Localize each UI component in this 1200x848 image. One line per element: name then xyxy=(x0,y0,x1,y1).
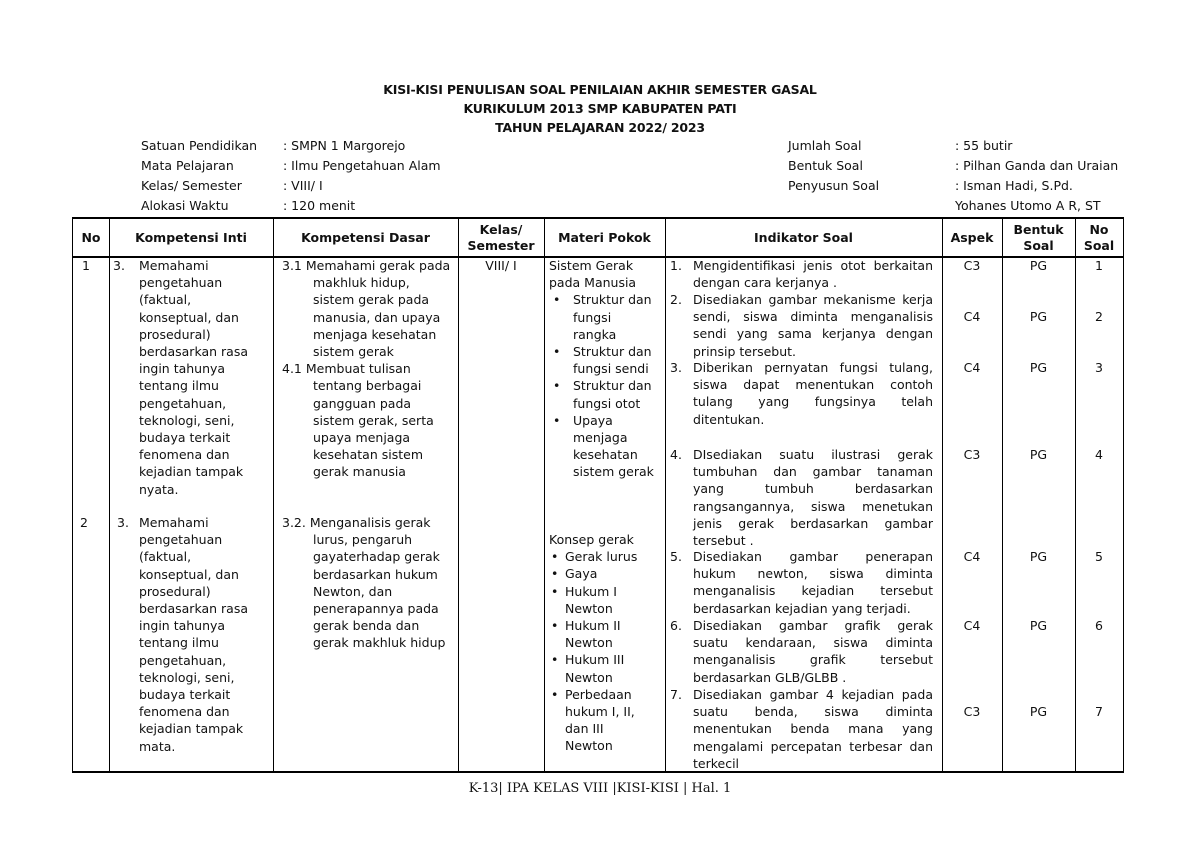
kd-text-line: gangguan pada xyxy=(313,395,412,411)
ki-text-line: pengetahuan, xyxy=(139,652,227,668)
indikator-number: 1. xyxy=(670,258,682,273)
indikator-text-line: sendi, siswa diminta menganalisis xyxy=(693,309,933,325)
indikator-number: 7. xyxy=(670,687,682,702)
indikator-text-line: ditentukan. xyxy=(693,411,765,427)
ki-text-line: konseptual, dan xyxy=(139,309,239,325)
info-right-label: Penyusun Soal xyxy=(788,178,880,193)
kd-text-line: gayaterhadap gerak xyxy=(313,549,440,565)
ki-number: 3. xyxy=(113,258,125,273)
indikator-text-line: tersebut . xyxy=(693,533,754,548)
materi-bullet-line: hukum I, II, xyxy=(565,704,635,719)
header-no-soal-2: Soal xyxy=(1083,238,1115,253)
aspek-value: C3 xyxy=(963,258,981,273)
kd-text-line: penerapannya pada xyxy=(313,601,439,616)
bullet-icon: • xyxy=(553,344,561,359)
ki-text-line: berdasarkan rasa xyxy=(139,344,248,359)
info-left-label: Kelas/ Semester xyxy=(141,178,242,193)
materi-bullet-line: fungsi xyxy=(573,309,612,325)
indikator-text-line: menganalisis kejadian tersebut xyxy=(693,583,933,599)
indikator-text-line: Disediakan gambar penerapan xyxy=(693,549,933,564)
materi-bullet-line: Newton xyxy=(565,635,613,651)
no-soal-value: 3 xyxy=(1095,360,1103,375)
bentuk-value: PG xyxy=(1029,309,1048,324)
ki-text-line: budaya terkait xyxy=(139,687,231,702)
indikator-number: 6. xyxy=(670,618,682,633)
kd-text-line: 4.1 Membuat tulisan xyxy=(282,361,411,377)
header-aspek: Aspek xyxy=(950,230,994,245)
materi-bullet-line: Gerak lurus xyxy=(565,549,638,565)
bentuk-value: PG xyxy=(1029,447,1048,462)
ki-text-line: pengetahuan xyxy=(139,532,223,548)
ki-text-line: teknologi, seni, xyxy=(139,669,235,685)
header-semester: Semester xyxy=(467,238,535,253)
materi-bullet-line: Gaya xyxy=(565,566,598,582)
kd-text-line: gerak benda dan xyxy=(313,618,420,634)
kd-text-line: lurus, pengaruh xyxy=(313,532,413,548)
bullet-icon: • xyxy=(551,618,559,633)
materi-bullet-line: menjaga xyxy=(573,430,628,445)
document-title: KISI-KISI PENULISAN SOAL PENILAIAN AKHIR SEMESTER GASAL xyxy=(383,82,817,97)
indikator-text-line: Disediakan gambar grafik gerak xyxy=(693,618,933,633)
ki-text-line: konseptual, dan xyxy=(139,566,239,582)
ki-text-line: fenomena dan xyxy=(139,704,230,720)
kd-text-line: menjaga kesehatan xyxy=(313,326,437,342)
bentuk-value: PG xyxy=(1029,360,1048,375)
info-right-value: Yohanes Utomo A R, ST xyxy=(955,198,1101,213)
header-kelas: Kelas/ xyxy=(479,222,523,237)
info-right-value: : 55 butir xyxy=(955,138,1013,153)
bullet-icon: • xyxy=(551,566,559,582)
no-soal-value: 6 xyxy=(1095,618,1103,633)
indikator-text-line: tulang yang fungsinya telah xyxy=(693,394,933,410)
kd-text-line: 3.1 Memahami gerak pada xyxy=(282,258,451,273)
indikator-text-line: Disediakan gambar 4 kejadian pada xyxy=(693,687,933,702)
ki-text-line: tentang ilmu xyxy=(139,635,219,651)
kd-text-line: 3.2. Menganalisis gerak xyxy=(282,515,431,530)
kd-text-line: berdasarkan hukum xyxy=(313,566,438,582)
materi-bullet-line: Hukum I xyxy=(565,583,617,599)
aspek-value: C4 xyxy=(963,360,981,375)
ki-text-line: Memahami xyxy=(139,515,209,530)
bullet-icon: • xyxy=(553,378,561,394)
indikator-text-line: berdasarkan GLB/GLBB . xyxy=(693,669,847,685)
bullet-icon: • xyxy=(553,292,561,308)
kelas-value: VIII/ I xyxy=(485,258,517,273)
indikator-text-line: berdasarkan kejadian yang terjadi. xyxy=(693,600,911,616)
materi-bullet-line: rangka xyxy=(573,326,617,342)
kd-text-line: upaya menjaga xyxy=(313,430,411,445)
indikator-text-line: tumbuhan dan gambar tanaman xyxy=(693,464,933,480)
materi-bullet-line: Hukum II xyxy=(565,618,621,633)
indikator-text-line: Diberikan pernyatan fungsi tulang, xyxy=(693,360,933,375)
indikator-text-line: mengalami percepatan terbesar dan xyxy=(693,738,933,754)
indikator-text-line: Mengidentifikasi jenis otot berkaitan xyxy=(693,258,933,273)
indikator-text-line: jenis gerak berdasarkan gambar xyxy=(693,515,933,531)
kd-text-line: gerak manusia xyxy=(313,464,406,480)
no-soal-value: 1 xyxy=(1095,258,1103,273)
ki-text-line: mata. xyxy=(139,738,176,754)
indikator-number: 2. xyxy=(670,292,682,307)
indikator-text-line: yang tumbuh berdasarkan xyxy=(693,481,933,497)
no-soal-value: 5 xyxy=(1095,549,1103,564)
kd-text-line: sistem gerak pada xyxy=(313,292,430,308)
indikator-text-line: siswa dapat menentukan contoh xyxy=(693,377,933,393)
info-right-label: Jumlah Soal xyxy=(788,138,862,153)
indikator-number: 3. xyxy=(670,360,682,375)
indikator-text-line: rangsangannya, siswa menetukan xyxy=(693,498,933,514)
materi-topic: Sistem Gerak xyxy=(549,258,634,273)
ki-number: 3. xyxy=(117,515,129,530)
ki-text-line: prosedural) xyxy=(139,583,211,599)
indikator-text-line: prinsip tersebut. xyxy=(693,343,797,359)
bullet-icon: • xyxy=(551,549,559,565)
aspek-value: C4 xyxy=(963,618,981,633)
indikator-text-line: menganalisis grafik tersebut xyxy=(693,652,933,668)
materi-bullet-line: Hukum III xyxy=(565,652,625,668)
indikator-text-line: DIsediakan suatu ilustrasi gerak xyxy=(693,447,933,462)
header-no-soal: No xyxy=(1089,222,1109,237)
kd-text-line: sistem gerak, serta xyxy=(313,412,434,428)
indikator-text-line: suatu kendaraan, siswa diminta xyxy=(693,635,933,651)
materi-bullet-line: dan III xyxy=(565,721,604,737)
materi-bullet-line: Struktur dan xyxy=(573,292,652,308)
indikator-text-line: menentukan benda mana yang xyxy=(693,721,933,737)
kd-text-line: sistem gerak xyxy=(313,344,394,359)
materi-bullet-line: Perbedaan xyxy=(565,686,632,702)
materi-topic: Konsep gerak xyxy=(549,532,634,547)
ki-text-line: tentang ilmu xyxy=(139,378,219,394)
no-soal-value: 2 xyxy=(1095,309,1103,324)
document-subtitle: KURIKULUM 2013 SMP KABUPATEN PATI xyxy=(463,101,737,116)
header-indikator-soal: Indikator Soal xyxy=(754,230,853,245)
indikator-text-line: dengan cara kerjanya . xyxy=(693,275,838,291)
materi-bullet-line: Newton xyxy=(565,669,613,685)
indikator-number: 4. xyxy=(670,447,682,462)
ki-text-line: (faktual, xyxy=(139,292,192,308)
info-left-value: : SMPN 1 Margorejo xyxy=(283,138,406,153)
bullet-icon: • xyxy=(553,412,561,428)
header-bentuk: Bentuk xyxy=(1013,222,1064,237)
materi-bullet-line: Newton xyxy=(565,600,613,616)
info-left-value: : 120 menit xyxy=(283,198,356,213)
ki-text-line: teknologi, seni, xyxy=(139,412,235,428)
bullet-icon: • xyxy=(551,583,559,599)
no-soal-value: 4 xyxy=(1095,447,1103,462)
bullet-icon: • xyxy=(551,686,559,702)
bullet-icon: • xyxy=(551,652,559,668)
kd-text-line: gerak makhluk hidup xyxy=(313,635,446,651)
aspek-value: C3 xyxy=(963,704,981,719)
header-bentuk-soal: Soal xyxy=(1023,238,1054,253)
indikator-text-line: hukum newton, siswa diminta xyxy=(693,566,933,582)
materi-bullet-line: fungsi sendi xyxy=(573,361,649,377)
materi-bullet-line: Upaya xyxy=(573,412,613,428)
info-left-label: Mata Pelajaran xyxy=(141,158,234,173)
aspek-value: C4 xyxy=(963,309,981,324)
ki-text-line: pengetahuan, xyxy=(139,395,227,411)
indikator-text-line: sendi yang sama kerjanya dengan xyxy=(693,326,933,342)
ki-text-line: berdasarkan rasa xyxy=(139,601,248,616)
bentuk-value: PG xyxy=(1029,258,1048,273)
row-number: 2 xyxy=(80,515,88,530)
info-left-value: : VIII/ I xyxy=(283,178,323,193)
header-no: No xyxy=(81,230,101,245)
no-soal-value: 7 xyxy=(1095,704,1103,719)
materi-bullet-line: Struktur dan xyxy=(573,378,652,394)
info-left-label: Satuan Pendidikan xyxy=(141,138,258,153)
bentuk-value: PG xyxy=(1029,618,1048,633)
materi-bullet-line: sistem gerak xyxy=(573,464,654,480)
info-left-label: Alokasi Waktu xyxy=(141,198,229,213)
ki-text-line: pengetahuan xyxy=(139,275,223,291)
bentuk-value: PG xyxy=(1029,549,1048,564)
info-left-value: : Ilmu Pengetahuan Alam xyxy=(283,158,441,173)
indikator-text-line: suatu benda, siswa diminta xyxy=(693,704,933,720)
ki-text-line: kejadian tampak xyxy=(139,721,244,737)
info-right-value: : Pilhan Ganda dan Uraian xyxy=(955,158,1119,173)
document-year: TAHUN PELAJARAN 2022/ 2023 xyxy=(495,120,705,135)
header-kompetensi-dasar: Kompetensi Dasar xyxy=(301,230,430,245)
ki-text-line: kejadian tampak xyxy=(139,464,244,480)
header-materi-pokok: Materi Pokok xyxy=(558,230,651,245)
kd-text-line: makhluk hidup, xyxy=(313,275,410,291)
kd-text-line: tentang berbagai xyxy=(313,378,422,394)
bentuk-value: PG xyxy=(1029,704,1048,719)
indikator-text-line: terkecil xyxy=(693,755,740,771)
ki-text-line: ingin tahunya xyxy=(139,618,226,634)
header-kompetensi-inti: Kompetensi Inti xyxy=(135,230,247,245)
materi-topic: pada Manusia xyxy=(549,275,637,291)
row-number: 1 xyxy=(82,258,90,273)
ki-text-line: prosedural) xyxy=(139,326,211,342)
aspek-value: C4 xyxy=(963,549,981,564)
kd-text-line: Newton, dan xyxy=(313,583,393,599)
ki-text-line: nyata. xyxy=(139,481,179,497)
info-right-value: : Isman Hadi, S.Pd. xyxy=(955,178,1073,193)
kd-text-line: manusia, dan upaya xyxy=(313,309,441,325)
ki-text-line: (faktual, xyxy=(139,549,192,565)
ki-text-line: Memahami xyxy=(139,258,209,273)
kd-text-line: kesehatan sistem xyxy=(313,447,423,463)
indikator-text-line: Disediakan gambar mekanisme kerja xyxy=(693,292,933,307)
materi-bullet-line: Struktur dan xyxy=(573,344,652,359)
indikator-number: 5. xyxy=(670,549,682,564)
page-footer: K-13| IPA KELAS VIII |KISI-KISI | Hal. 1 xyxy=(468,781,732,796)
aspek-value: C3 xyxy=(963,447,981,462)
info-right-label: Bentuk Soal xyxy=(788,158,863,173)
materi-bullet-line: kesehatan xyxy=(573,447,638,463)
ki-text-line: ingin tahunya xyxy=(139,361,226,377)
materi-bullet-line: Newton xyxy=(565,738,613,754)
ki-text-line: fenomena dan xyxy=(139,447,230,463)
ki-text-line: budaya terkait xyxy=(139,430,231,445)
materi-bullet-line: fungsi otot xyxy=(573,395,641,411)
